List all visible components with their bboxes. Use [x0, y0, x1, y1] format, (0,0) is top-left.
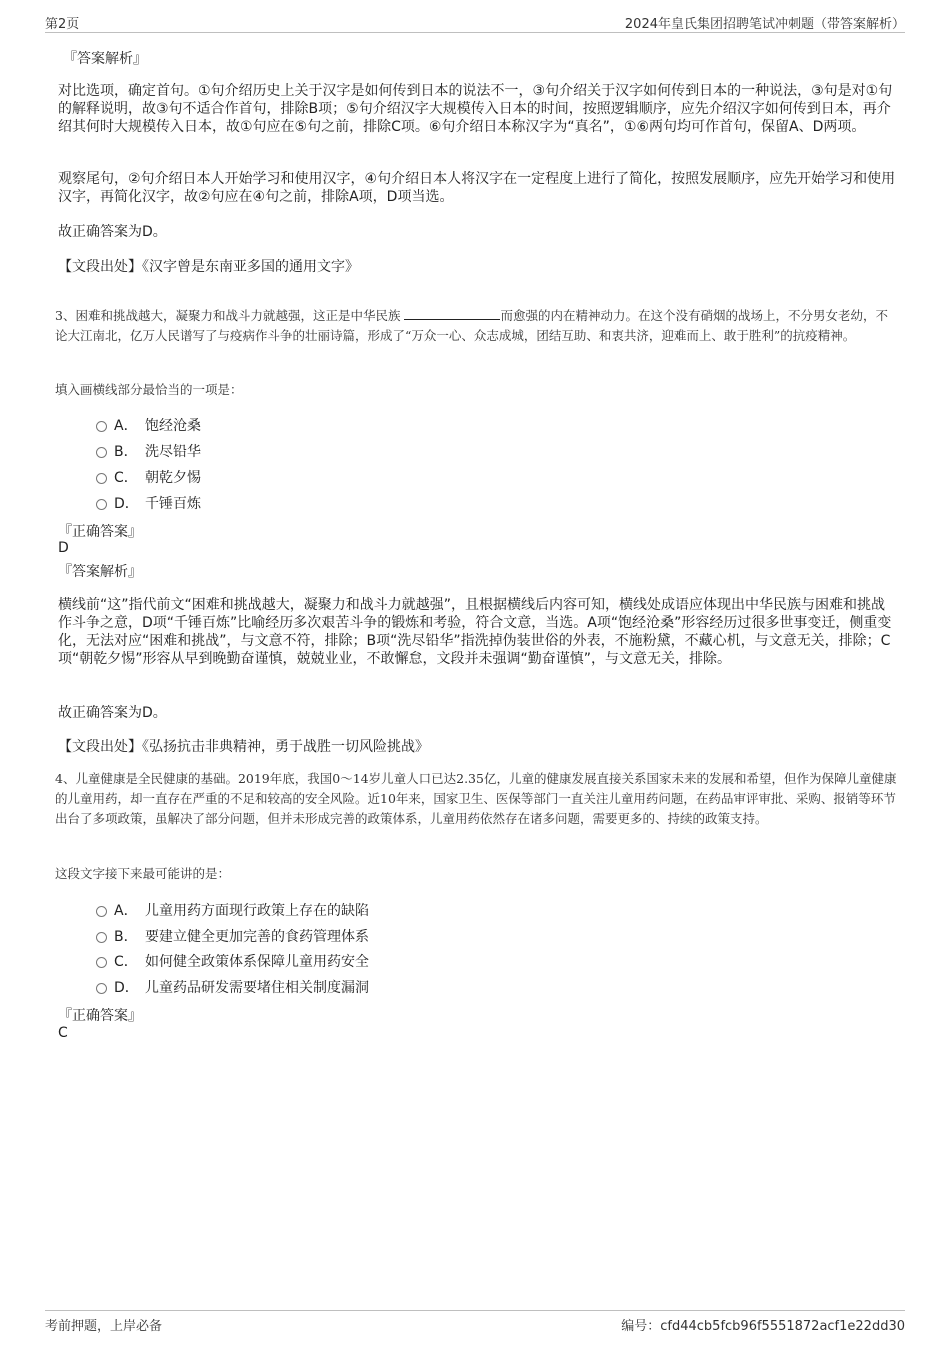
document-title: 2024年皇氏集团招聘笔试冲刺题（带答案解析） [624, 17, 905, 32]
question-prompt: 填入画横线部分最恰当的一项是： [55, 382, 243, 397]
radio-button[interactable] [96, 421, 107, 432]
option-text: 儿童用药方面现行政策上存在的缺陷 [145, 903, 369, 919]
analysis-heading: 『答案解析』 [63, 51, 147, 67]
answer-conclusion: 故正确答案为D。 [58, 705, 167, 721]
option-letter: D． [114, 980, 139, 996]
analysis-paragraph: 横线前“这”指代前文“困难和挑战越大，凝聚力和战斗力就越强”，且根据横线后内容可知，横线处成语应体现出中华民族与困难和挑战作斗争之意，D项“千锤百炼”比喻经历多次艰苦斗争的锻炼和考验，符合文意，当选。A项“饱经沧桑”形容经历过很多世事变迁，侧重变化，无法对应“困难和挑战”，与文意不符，排除；B项“洗尽铅华”指洗掉伪装世俗的外表，不施粉黛，不藏心机，与文意无关，排除；C项“朝乾夕惕”形容从早到晚勤奋谨慎，兢兢业业，不敢懈怠，文段并未强调“勤奋谨慎”，与文意无关，排除。 [58, 597, 892, 667]
option-letter: B． [114, 444, 138, 460]
option-letter: D． [114, 496, 139, 512]
correct-answer: C [58, 1025, 68, 1041]
stem-text: 而愈强的内在精神动力。在这个没有硝烟的战场上，不分男女老幼，不论大江南北，亿万人民谱写了与疫病作斗争的壮丽诗篇，形成了“万众一心、众志成城，团结互助、和衷共济，迎难而上、敢于胜利”的抗疫精神。 [55, 308, 888, 343]
radio-button[interactable] [96, 957, 107, 968]
option-text: 千锤百炼 [145, 496, 201, 512]
page-number: 第2页 [45, 17, 80, 32]
option-text: 洗尽铅华 [145, 444, 201, 460]
answer-conclusion: 故正确答案为D。 [58, 224, 167, 240]
radio-button[interactable] [96, 499, 107, 510]
option-text: 要建立健全更加完善的食药管理体系 [145, 929, 369, 945]
stem-text: 3、困难和挑战越大，凝聚力和战斗力就越强，这正是中华民族 [55, 308, 405, 323]
analysis-paragraph: 观察尾句，②句介绍日本人开始学习和使用汉字，④句介绍日本人将汉字在一定程度上进行了简化，按照发展顺序，应先开始学习和使用汉字，再简化汉字，故②句应在④句之前，排除A项，D项当选。 [58, 171, 896, 205]
radio-button[interactable] [96, 983, 107, 994]
analysis-paragraph: 对比选项，确定首句。①句介绍历史上关于汉字是如何传到日本的说法不一，③句介绍关于汉字如何传到日本的一种说法，③句是对①句的解释说明，故③句不适合作首句，排除B项；⑤句介绍汉字大规模传入日本的时间，按照逻辑顺序，应先介绍汉字如何传到日本，再介绍其何时大规模传入日本，故①句应在⑤句之前，排除C项。⑥句介绍日本称汉字为“真名”，①⑥两句均可作首句，保留A、D两项。 [58, 83, 893, 135]
footer-slogan: 考前押题，上岸必备 [45, 1319, 163, 1334]
page-footer [45, 1310, 905, 1335]
source-citation: 【文段出处】《汉字曾是东南亚多国的通用文字》 [58, 259, 359, 275]
correct-answer-heading: 『正确答案』 [58, 1008, 142, 1024]
option-text: 朝乾夕惕 [145, 470, 201, 486]
radio-button[interactable] [96, 447, 107, 458]
option-text: 儿童药品研发需要堵住相关制度漏洞 [145, 980, 369, 996]
radio-button[interactable] [96, 932, 107, 943]
option-letter: A． [114, 418, 138, 434]
source-citation: 【文段出处】《弘扬抗击非典精神，勇于战胜一切风险挑战》 [58, 739, 429, 755]
correct-answer: D [58, 540, 69, 556]
radio-button[interactable] [96, 906, 107, 917]
option-text: 如何健全政策体系保障儿童用药安全 [145, 954, 369, 970]
option-letter: A． [114, 903, 138, 919]
radio-button[interactable] [96, 473, 107, 484]
option-letter: C． [114, 954, 138, 970]
fill-blank [404, 307, 500, 320]
document-id: 编号：cfd44cb5fcb96f5551872acf1e22dd30 [621, 1319, 905, 1334]
page-header [45, 10, 905, 33]
question-stem: 4、儿童健康是全民健康的基础。2019年底，我国0～14岁儿童人口已达2.35亿，儿童的健康发展直接关系国家未来的发展和希望，但作为保障儿童健康的儿童用药，却一直存在严重的不足和较高的安全风险。近10年来，国家卫生、医保等部门一直关注儿童用药问题，在药品审评审批、采购、报销等环节出台了多项政策，虽解决了部分问题，但并未形成完善的政策体系，儿童用药依然存在诸多问题，需要更多的、持续的政策支持。 [55, 771, 897, 826]
option-text: 饱经沧桑 [145, 418, 201, 434]
question-stem [55, 306, 900, 346]
option-letter: C． [114, 470, 138, 486]
question-prompt: 这段文字接下来最可能讲的是： [55, 866, 231, 881]
correct-answer-heading: 『正确答案』 [58, 524, 142, 540]
analysis-heading: 『答案解析』 [58, 564, 142, 580]
option-letter: B． [114, 929, 138, 945]
